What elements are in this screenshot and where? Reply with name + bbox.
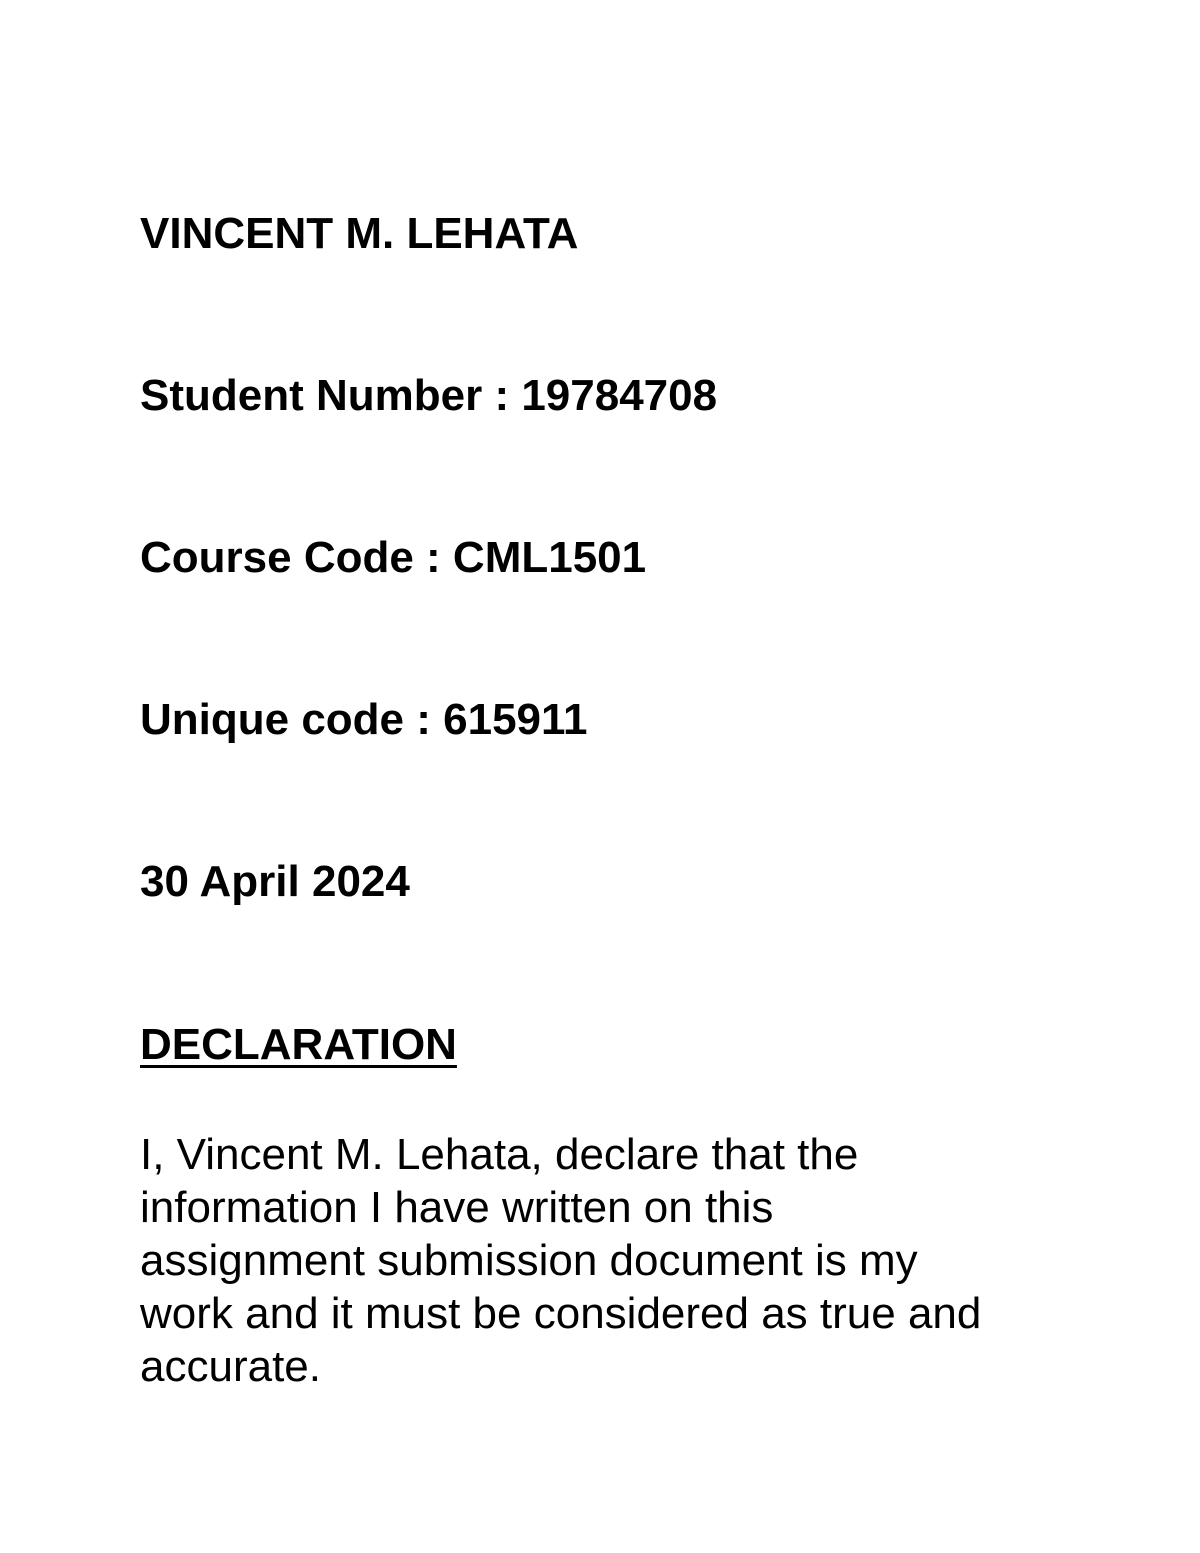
declaration-line: information I have written on this: [140, 1183, 774, 1232]
course-code: Course Code : CML1501: [140, 533, 647, 582]
student-name: VINCENT M. LEHATA: [140, 209, 579, 258]
declaration-line: I, Vincent M. Lehata, declare that the: [140, 1130, 859, 1179]
declaration-paragraph: [140, 1128, 1080, 1393]
student-number: Student Number : 19784708: [140, 371, 718, 420]
declaration-line: accurate.: [140, 1342, 321, 1391]
declaration-line: work and it must be considered as true and: [140, 1289, 982, 1338]
unique-code: Unique code : 615911: [140, 695, 588, 744]
submission-date: 30 April 2024: [140, 857, 410, 906]
declaration-heading: DECLARATION: [140, 1020, 457, 1069]
declaration-line: assignment submission document is my: [140, 1236, 918, 1285]
